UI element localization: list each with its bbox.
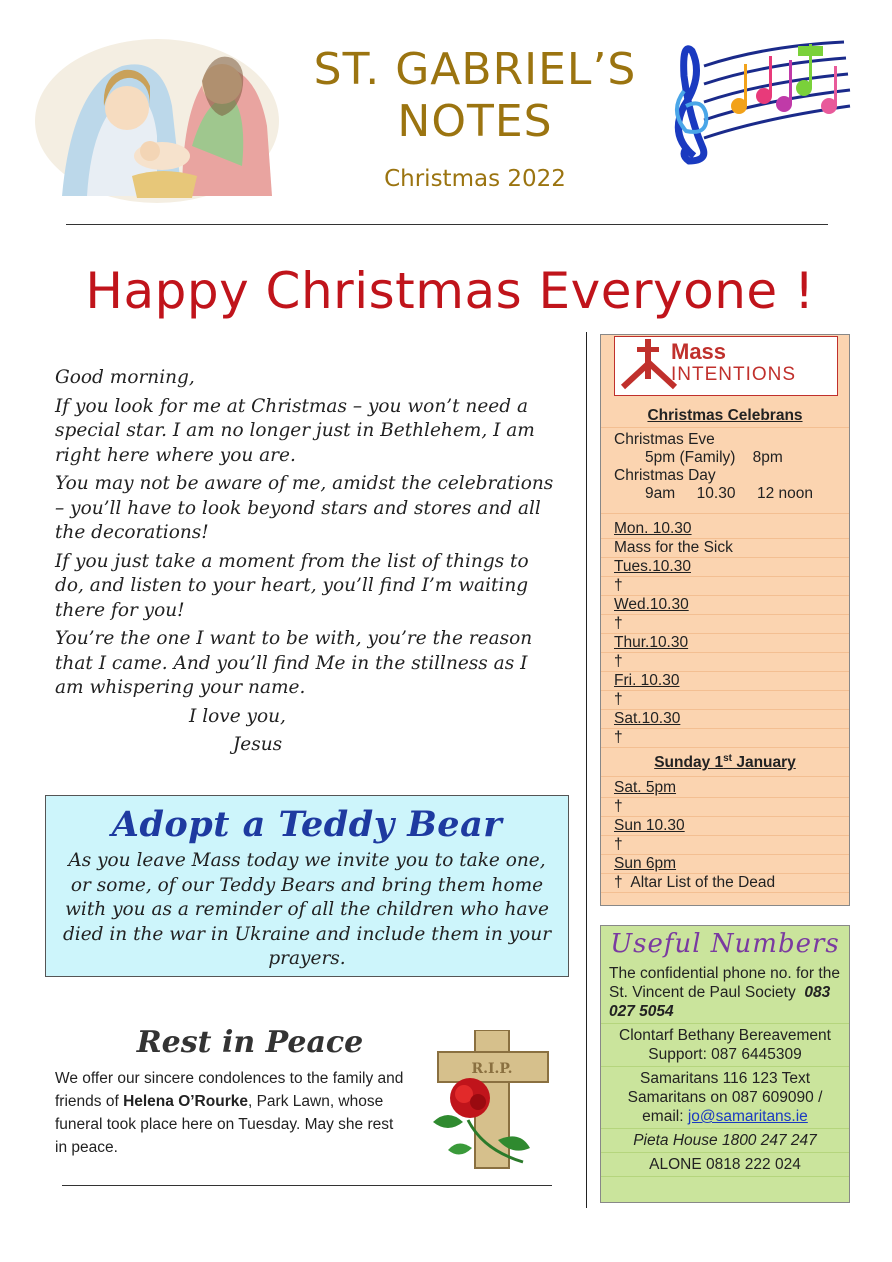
mass-sat-5pm-dagger: †: [601, 798, 849, 817]
letter-paragraph: If you look for me at Christmas – you won’t need a special star. I am no longer just in Bethlehem, I am right here where you are.: [55, 395, 535, 466]
christmas-day-times: 9am 10.30 12 noon: [601, 485, 849, 514]
teddy-text: As you leave Mass today we invite you to take one, or some, of our Teddy Bears and bring them home with you as a reminder of all the children who have died in the war in Ukraine and include them in your prayers.: [62, 850, 552, 969]
christmas-day-label: Christmas Day: [614, 467, 716, 484]
letter-paragraph: If you just take a moment from the list of things to do, and listen to your heart, you’ll find I’m waiting there for you!: [55, 550, 529, 621]
celebrans-heading-row: [601, 405, 849, 428]
mass-sat: Sat.10.30: [601, 710, 849, 729]
newsletter-subtitle: Christmas 2022: [384, 166, 566, 192]
sunday-heading: Sunday 1st January: [654, 753, 796, 772]
rip-title: Rest in Peace: [136, 1025, 364, 1060]
logo-word-intentions: INTENTIONS: [671, 364, 797, 385]
logo-word-mass: Mass: [671, 339, 727, 364]
christmas-eve-times: 5pm (Family) 8pm: [645, 449, 783, 466]
header-divider: [66, 224, 828, 225]
newsletter-title: [300, 44, 650, 148]
mass-fri: Fri. 10.30: [601, 672, 849, 691]
bethany-entry: Clontarf Bethany Bereavement Support: 087 6445309: [601, 1024, 849, 1067]
column-divider: [586, 332, 587, 1208]
mass-tues-dagger: †: [601, 577, 849, 596]
mass-sat-5pm: Sat. 5pm: [601, 777, 849, 798]
useful-numbers-panel: [600, 925, 850, 1203]
useful-numbers-title: Useful Numbers: [610, 929, 840, 959]
teddy-title: Adopt a Teddy Bear: [111, 804, 503, 845]
mass-sun-1030: Sun 10.30: [601, 817, 849, 836]
mass-wed: Wed.10.30: [601, 596, 849, 615]
rip-text-end: , Park Lawn, whose funeral took place here on Tuesday. May she rest in peace.: [55, 1093, 394, 1156]
pieta-entry: Pieta House 1800 247 247: [601, 1129, 849, 1153]
mass-sat-dagger: †: [601, 729, 849, 748]
cross-label: R.I.P.: [471, 1061, 513, 1077]
mass-thur: Thur.10.30: [601, 634, 849, 653]
alone-entry: ALONE 0818 222 024: [601, 1153, 849, 1177]
title-line-1: ST. GABRIEL’S: [313, 44, 637, 95]
church-cross-icon: [619, 339, 677, 393]
mass-tues: Tues.10.30: [601, 558, 849, 577]
celebrans-heading: Christmas Celebrans: [647, 407, 803, 424]
letter-paragraph: You may not be aware of me, amidst the celebrations – you’ll have to look beyond stars and stores and all the decorations!: [55, 473, 554, 543]
nativity-illustration: [32, 26, 282, 204]
mass-wed-dagger: †: [601, 615, 849, 634]
letter-paragraph: Good morning,: [55, 367, 195, 388]
title-line-2: NOTES: [397, 96, 553, 147]
rip-text: [55, 1067, 405, 1159]
mass-sun-1030-dagger: †: [601, 836, 849, 855]
altar-list: † Altar List of the Dead: [601, 874, 849, 893]
mass-fri-dagger: †: [601, 691, 849, 710]
samaritans-email-link[interactable]: jo@samaritans.ie: [687, 1108, 808, 1125]
svdp-entry: The confidential phone no. for the St. Vincent de Paul Society 083 027 5054: [601, 962, 849, 1024]
music-notes-illustration: [664, 36, 854, 171]
christmas-eve-label: Christmas Eve: [614, 431, 715, 448]
mass-thur-dagger: †: [601, 653, 849, 672]
mass-mon-note: Mass for the Sick: [601, 539, 849, 558]
letter-signature: Jesus: [232, 734, 283, 755]
mass-sun-6pm: Sun 6pm: [601, 855, 849, 874]
rip-cross-rose-image: [428, 1030, 563, 1170]
sunday-heading-row: [601, 748, 849, 777]
letter-paragraph: You’re the one I want to be with, you’re the reason that I came. And you’ll find Me in the stillness as I am whispering your name.: [55, 628, 533, 698]
samaritans-entry: Samaritans 116 123 Text Samaritans on 087 609090 / email: jo@samaritans.ie: [601, 1067, 849, 1129]
headline-greeting: Happy Christmas Everyone !: [85, 262, 815, 320]
deceased-name: Helena O’Rourke: [123, 1093, 248, 1110]
teddy-bear-notice: [45, 795, 569, 977]
mass-intentions-logo: [614, 336, 838, 396]
rip-text-start: We offer our sincere condolences to the family and friends of: [55, 1070, 404, 1110]
christmas-letter: [55, 366, 560, 758]
mass-mon: Mon. 10.30: [601, 514, 849, 539]
svdp-phone: 083 027 5054: [609, 984, 831, 1020]
mass-intentions-panel: [600, 334, 850, 906]
letter-closing: I love you,: [189, 705, 286, 727]
rip-divider: [62, 1185, 552, 1186]
